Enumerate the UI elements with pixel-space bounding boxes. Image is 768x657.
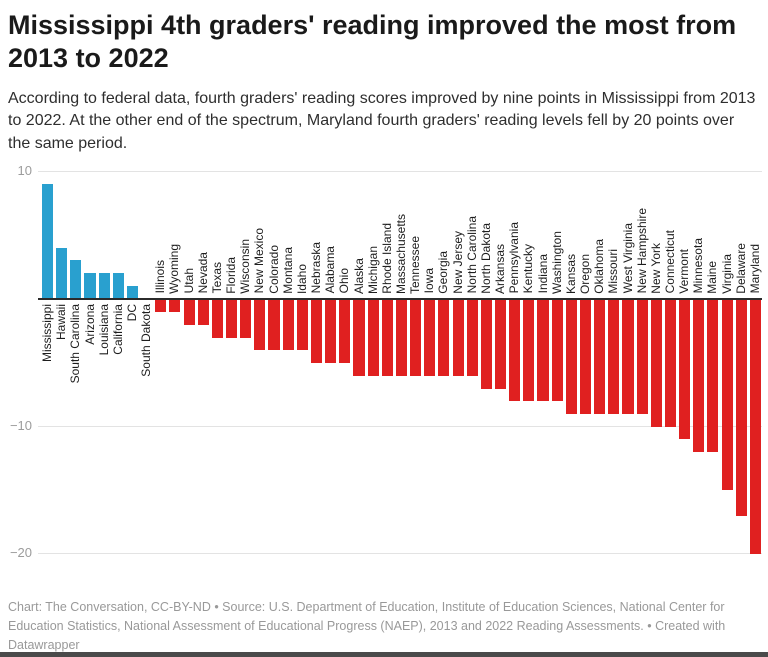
bar-label: Colorado <box>266 244 281 294</box>
bar-label: New York <box>648 242 663 294</box>
y-axis-tick-label: 10 <box>17 163 32 179</box>
bar-label: Alabama <box>323 246 338 294</box>
bar-label: Virginia <box>719 253 734 294</box>
bar <box>537 300 548 402</box>
bar-label: Wyoming <box>167 243 182 294</box>
bar <box>722 300 733 491</box>
bar-label: New Hampshire <box>634 208 649 294</box>
bar <box>552 300 563 402</box>
bar <box>311 300 322 364</box>
bar <box>325 300 336 364</box>
bar-label: Wisconsin <box>238 238 253 294</box>
bar <box>339 300 350 364</box>
bar-label: Idaho <box>294 263 309 294</box>
bar-label: Indiana <box>535 254 550 294</box>
bar <box>368 300 379 376</box>
bar-label: Texas <box>209 262 224 294</box>
bar <box>198 300 209 325</box>
bar-label: Vermont <box>677 248 692 294</box>
chart-title: Mississippi 4th graders' reading improved the most from 2013 to 2022 <box>8 10 737 73</box>
bar <box>693 300 704 453</box>
chart-footer: Chart: The Conversation, CC-BY-ND • Source: U.S. Department of Education, Institute of Education Sciences, National Center for Education Statistics, National Assessment of Educational Progress (NAEP), 2013 and 2022 Reading Assessments. • Created with Datawrapper <box>8 600 726 652</box>
bar <box>155 300 166 313</box>
bar-label: Arkansas <box>493 243 508 294</box>
y-axis-tick-label: −10 <box>9 417 32 433</box>
gridline <box>38 171 762 172</box>
bar <box>453 300 464 376</box>
bar-label: Florida <box>224 256 239 294</box>
bar-label: Minnesota <box>691 238 706 294</box>
bar <box>382 300 393 376</box>
bar <box>42 184 53 299</box>
bar-label: Pennsylvania <box>507 222 522 294</box>
bar <box>679 300 690 440</box>
bar-label: Utah <box>181 268 196 294</box>
bar-label: Illinois <box>153 260 168 294</box>
bar-label: California <box>110 303 125 355</box>
bar <box>707 300 718 453</box>
bar-label: New Mexico <box>252 228 267 294</box>
bar-label: West Virginia <box>620 223 635 294</box>
bar <box>467 300 478 376</box>
bar-label: North Dakota <box>478 222 493 294</box>
bar-label: Oregon <box>578 253 592 294</box>
bar <box>566 300 577 415</box>
bar-label: New Jersey <box>450 230 465 294</box>
bar <box>651 300 662 427</box>
bar <box>736 300 747 516</box>
bar <box>750 300 761 554</box>
bar <box>622 300 633 415</box>
bar-label: Arizona <box>82 303 97 345</box>
bar-label: Tennessee <box>408 235 423 294</box>
bar-label: Oklahoma <box>592 238 607 294</box>
bar <box>353 300 364 376</box>
bar <box>297 300 308 351</box>
bar-label: Ohio <box>337 268 352 294</box>
bar-label: Rhode Island <box>379 222 394 294</box>
gridline <box>38 553 762 554</box>
bar-label: South Carolina <box>68 303 83 383</box>
bar <box>665 300 676 427</box>
bar-label: DC <box>124 303 139 321</box>
bar <box>113 273 124 298</box>
bar <box>410 300 421 376</box>
bar-label: Alaska <box>351 257 366 294</box>
bar-label: Massachusetts <box>393 213 408 294</box>
bar-label: Missouri <box>606 248 621 294</box>
bar-label: Iowa <box>422 268 437 294</box>
bar <box>608 300 619 415</box>
plot-area <box>8 165 762 565</box>
bar-label: Connecticut <box>663 230 677 294</box>
bar <box>169 300 180 313</box>
bottom-border <box>0 652 768 657</box>
chart-description: According to federal data, fourth graders' reading scores improved by nine points in Mississippi from 2013 to 2022. At the other end of the spectrum, Maryland fourth graders' reading levels fell by 20 points over the same period. <box>8 89 756 152</box>
bar-label: Kentucky <box>521 244 536 294</box>
bar <box>283 300 294 351</box>
bar-label: Nebraska <box>309 242 323 294</box>
bar-label: Georgia <box>436 250 451 294</box>
bar <box>481 300 492 389</box>
bar <box>509 300 520 402</box>
bar <box>254 300 265 351</box>
bar-label: Kansas <box>563 253 578 294</box>
bar <box>226 300 237 338</box>
bar-label: South Dakota <box>139 303 154 377</box>
bar-label: Nevada <box>195 252 210 294</box>
bar <box>70 260 81 298</box>
bar <box>424 300 435 376</box>
bar <box>212 300 223 338</box>
bar <box>396 300 407 376</box>
bar <box>495 300 506 389</box>
bar <box>84 273 95 298</box>
bar <box>637 300 648 415</box>
bar <box>268 300 279 351</box>
bar <box>99 273 110 298</box>
bar-label: Mississippi <box>40 303 54 362</box>
bar <box>523 300 534 402</box>
bar <box>56 248 67 299</box>
bar-label: Hawaii <box>54 303 69 340</box>
bar-label: Montana <box>280 246 295 294</box>
bar <box>438 300 449 376</box>
bar-label: Washington <box>549 230 564 294</box>
bar-label: Maryland <box>747 244 762 294</box>
bar <box>594 300 605 415</box>
bar <box>240 300 251 338</box>
bar-label: Maine <box>705 260 720 294</box>
bar-label: North Carolina <box>464 216 479 294</box>
bar-label: Michigan <box>365 245 380 294</box>
bar <box>184 300 195 325</box>
bar-label: Delaware <box>733 242 748 294</box>
bar-label: Louisiana <box>96 303 111 355</box>
x-axis-baseline <box>38 298 762 300</box>
bar <box>580 300 591 415</box>
y-axis-tick-label: −20 <box>9 544 32 560</box>
